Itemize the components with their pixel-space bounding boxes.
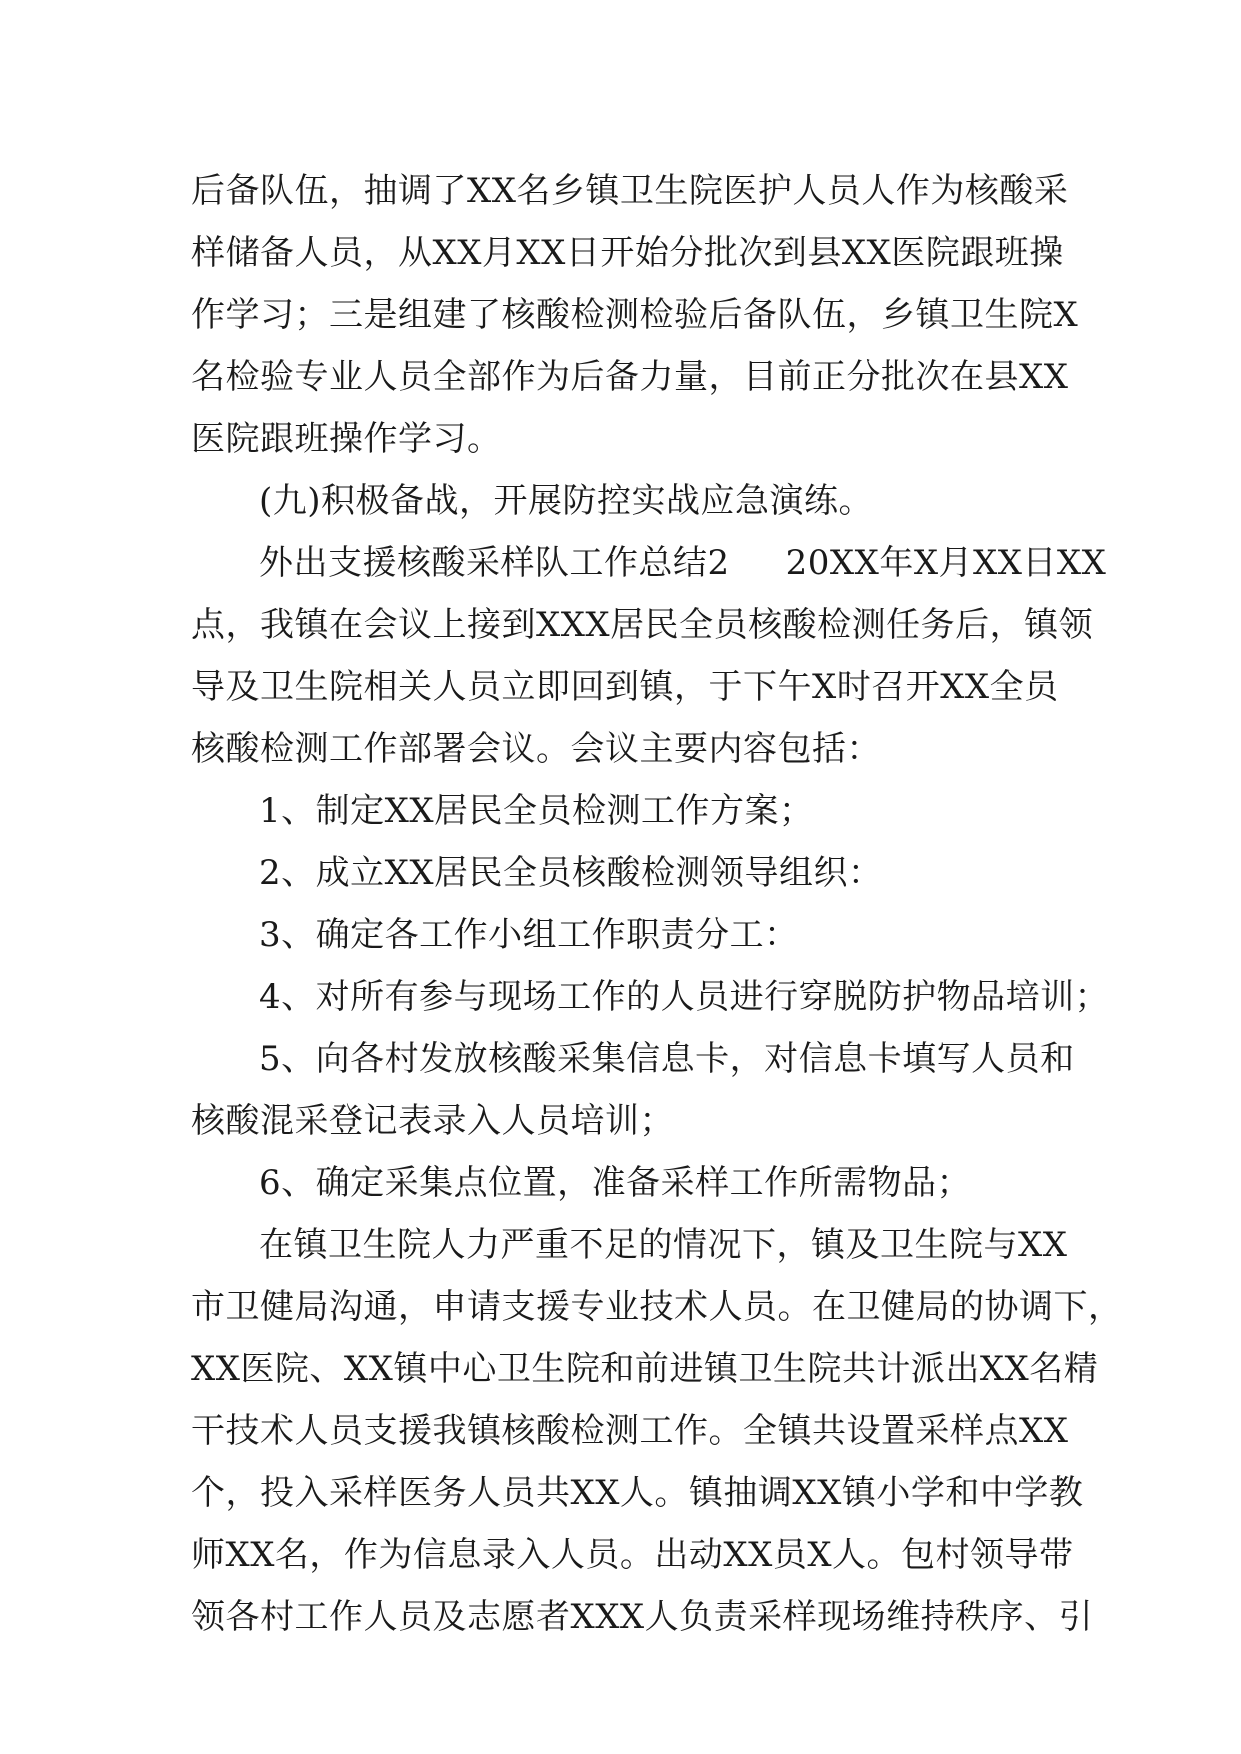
text-line: 名检验专业人员全部作为后备力量，目前正分批次在县XX <box>191 357 1069 397</box>
text-line: 干技术人员支援我镇核酸检测工作。全镇共设置采样点XX <box>191 1411 1069 1451</box>
text-line: 个，投入采样医务人员共XX人。镇抽调XX镇小学和中学教 <box>191 1473 1084 1513</box>
text-line: 师XX名，作为信息录入人员。出动XX员X人。包村领导带 <box>191 1535 1074 1575</box>
text-line: 领各村工作人员及志愿者XXX人负责采样现场维持秩序、引 <box>191 1597 1094 1637</box>
list-item: 4、对所有参与现场工作的人员进行穿脱防护物品培训； <box>259 977 1110 1017</box>
text-line: 核酸混采登记表录入人员培训； <box>191 1101 674 1141</box>
list-item: 1、制定XX居民全员检测工作方案； <box>259 791 814 831</box>
text-line: 点，我镇在会议上接到XXX居民全员核酸检测任务后，镇领 <box>191 605 1094 645</box>
text-line: 市卫健局沟通，申请支援专业技术人员。在卫健局的协调下， <box>191 1287 1123 1327</box>
text-line: 样储备人员，从XX月XX日开始分批次到县XX医院跟班操 <box>191 233 1064 273</box>
text-line <box>191 532 1107 594</box>
text-line: 核酸检测工作部署会议。会议主要内容包括： <box>191 729 881 769</box>
report-title: 外出支援核酸采样队工作总结2 <box>259 543 730 583</box>
list-item: 3、确定各工作小组工作职责分工： <box>259 915 799 955</box>
list-item: 2、成立XX居民全员核酸检测领导组织： <box>259 853 883 893</box>
text-line: 后备队伍，抽调了XX名乡镇卫生院医护人员人作为核酸采 <box>191 171 1069 211</box>
text-line: 在镇卫生院人力严重不足的情况下，镇及卫生院与XX <box>259 1225 1068 1265</box>
text-line: 作学习；三是组建了核酸检测检验后备队伍，乡镇卫生院X <box>191 295 1079 335</box>
text-line: XX医院、XX镇中心卫生院和前进镇卫生院共计派出XX名精 <box>191 1349 1099 1389</box>
list-item: 6、确定采集点位置，准备采样工作所需物品； <box>259 1163 972 1203</box>
list-item: 5、向各村发放核酸采集信息卡，对信息卡填写人员和 <box>259 1039 1075 1079</box>
text-line: 导及卫生院相关人员立即回到镇，于下午X时召开XX全员 <box>191 667 1059 707</box>
text-line: 医院跟班操作学习。 <box>191 419 502 459</box>
section-heading: (九)积极备战，开展防控实战应急演练。 <box>259 481 874 521</box>
report-date: 20XX年X月XX日XX <box>785 543 1107 583</box>
body-text <box>191 160 1123 1648</box>
